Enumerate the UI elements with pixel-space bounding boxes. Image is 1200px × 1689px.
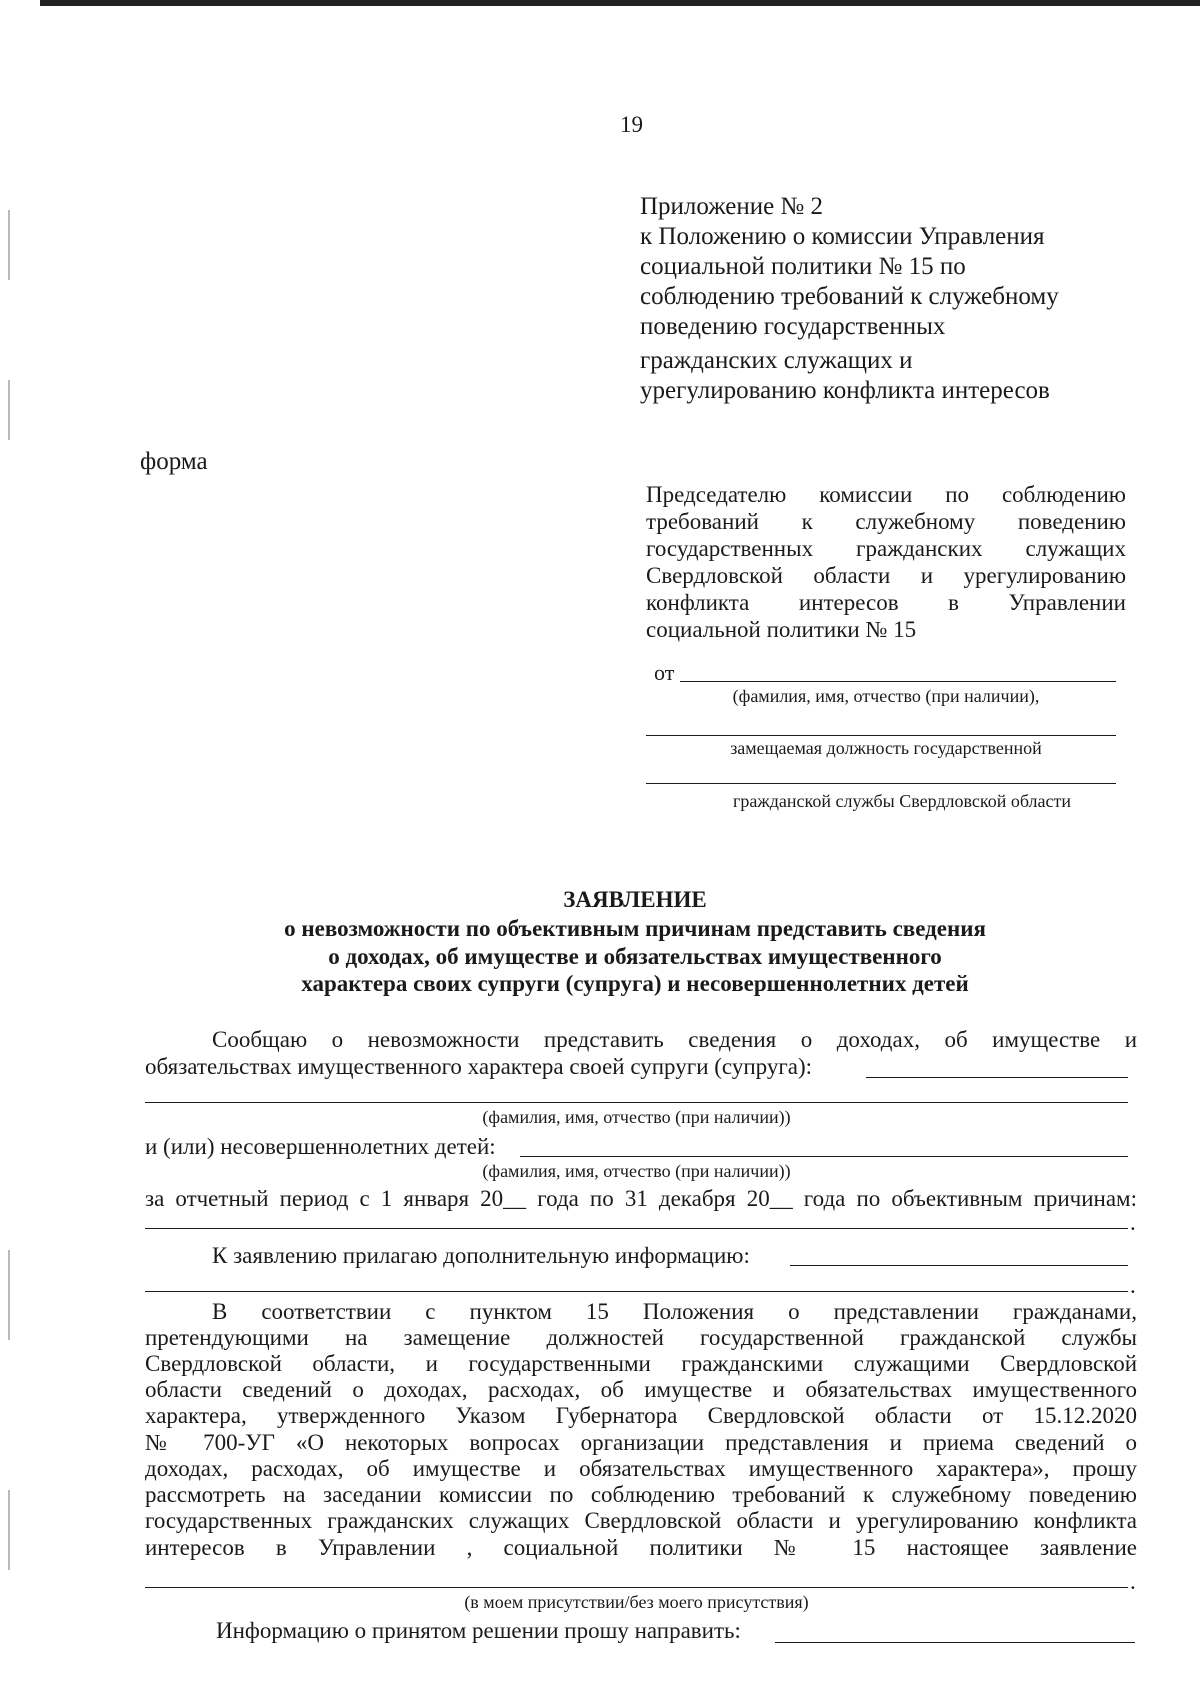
applicant-name-field[interactable] xyxy=(680,681,1116,682)
left-margin-scan-mark xyxy=(8,210,10,280)
spouse-fio-caption: (фамилия, имя, отчество (при наличии)) xyxy=(482,1107,791,1127)
addressee-line: конфликта интересов в Управлении xyxy=(646,590,1126,615)
body-line: рассмотреть на заседании комиссии по соблюдению требований к служебному поведению xyxy=(145,1482,1137,1507)
fio-caption: (фамилия, имя, отчество (при наличии), xyxy=(732,686,1040,706)
additional-info-field[interactable] xyxy=(790,1265,1128,1266)
additional-info-field-continued[interactable] xyxy=(145,1291,1128,1292)
body-line: Сообщаю о невозможности представить сведения о доходах, об имуществе и xyxy=(212,1027,1137,1052)
spouse-name-field[interactable] xyxy=(866,1077,1128,1078)
spouse-name-field-continued[interactable] xyxy=(145,1102,1128,1103)
line-end-dot: . xyxy=(1130,1273,1136,1298)
addressee-line: Свердловской области и урегулированию xyxy=(646,563,1126,588)
attachment-label: К заявлению прилагаю дополнительную информацию: xyxy=(212,1243,750,1268)
appendix-line: социальной политики № 15 по xyxy=(640,253,966,280)
presence-choice-field[interactable] xyxy=(145,1587,1128,1588)
body-line: Свердловской области, и государственными гражданскими служащими Свердловской xyxy=(145,1351,1137,1376)
position-caption: замещаемая должность государственной xyxy=(730,738,1042,758)
left-margin-scan-mark xyxy=(8,1250,10,1340)
applicant-position-field[interactable] xyxy=(646,735,1116,736)
statement-title: ЗАЯВЛЕНИЕ xyxy=(563,887,707,912)
appendix-line: к Положению о комиссии Управления xyxy=(640,223,1045,250)
left-margin-scan-mark xyxy=(8,1490,10,1570)
page-number: 19 xyxy=(620,112,643,137)
children-label: и (или) несовершеннолетних детей: xyxy=(145,1134,496,1159)
addressee-line: требований к служебному поведению xyxy=(646,509,1126,534)
children-fio-caption: (фамилия, имя, отчество (при наличии)) xyxy=(482,1161,791,1181)
addressee-line: государственных гражданских служащих xyxy=(646,536,1126,561)
statement-subtitle-line: о доходах, об имуществе и обязательствах имущественного xyxy=(328,944,942,969)
body-line: обязательствах имущественного характера своей супруги (супруга): xyxy=(145,1054,813,1079)
statement-subtitle-line: характера своих супруги (супруга) и несовершеннолетних детей xyxy=(301,971,969,996)
body-line: интересов в Управлении , социальной политики № 15 настоящее заявление xyxy=(145,1535,1137,1560)
appendix-line: урегулированию конфликта интересов xyxy=(640,377,1050,404)
form-label: форма xyxy=(140,448,208,475)
body-line: области сведений о доходах, расходах, об имуществе и обязательствах имущественного xyxy=(145,1377,1137,1402)
addressee-line: социальной политики № 15 xyxy=(646,617,917,642)
body-line: претендующими на замещение должностей государственной гражданской службы xyxy=(145,1325,1137,1350)
service-caption: гражданской службы Свердловской области xyxy=(732,791,1072,811)
appendix-line: гражданских служащих и xyxy=(640,347,913,374)
body-line: В соответствии с пунктом 15 Положения о представлении гражданами, xyxy=(212,1299,1137,1324)
reasons-field[interactable] xyxy=(145,1228,1128,1229)
presence-caption: (в моем присутствии/без моего присутствия) xyxy=(464,1592,809,1612)
reporting-period-line: за отчетный период с 1 января 20__ года по 31 декабря 20__ года по объективным причинам: xyxy=(145,1186,1137,1211)
appendix-line: Приложение № 2 xyxy=(640,193,824,220)
info-delivery-label: Информацию о принятом решении прошу направить: xyxy=(216,1618,741,1643)
line-end-dot: . xyxy=(1130,1210,1136,1235)
appendix-line: поведению государственных xyxy=(640,313,946,340)
top-edge-scan-line xyxy=(40,0,1200,6)
body-line: № 700-УГ «О некоторых вопросах организации представления и приема сведений о xyxy=(145,1430,1137,1455)
body-line: государственных гражданских служащих Свердловской области и урегулированию конфликта xyxy=(145,1508,1137,1533)
info-delivery-field[interactable] xyxy=(775,1642,1135,1643)
from-label: от xyxy=(654,660,675,685)
line-end-dot: . xyxy=(1130,1569,1136,1594)
statement-subtitle-line: о невозможности по объективным причинам представить сведения xyxy=(284,916,986,941)
children-names-field[interactable] xyxy=(520,1156,1128,1157)
addressee-line: Председателю комиссии по соблюдению xyxy=(646,482,1126,507)
body-line: характера, утвержденного Указом Губернатора Свердловской области от 15.12.2020 xyxy=(145,1403,1137,1428)
appendix-line: соблюдению требований к служебному xyxy=(640,283,1059,310)
body-line: доходах, расходах, об имуществе и обязательствах имущественного характера», прошу xyxy=(145,1456,1137,1481)
applicant-service-field[interactable] xyxy=(646,783,1116,784)
left-margin-scan-mark xyxy=(8,380,10,440)
